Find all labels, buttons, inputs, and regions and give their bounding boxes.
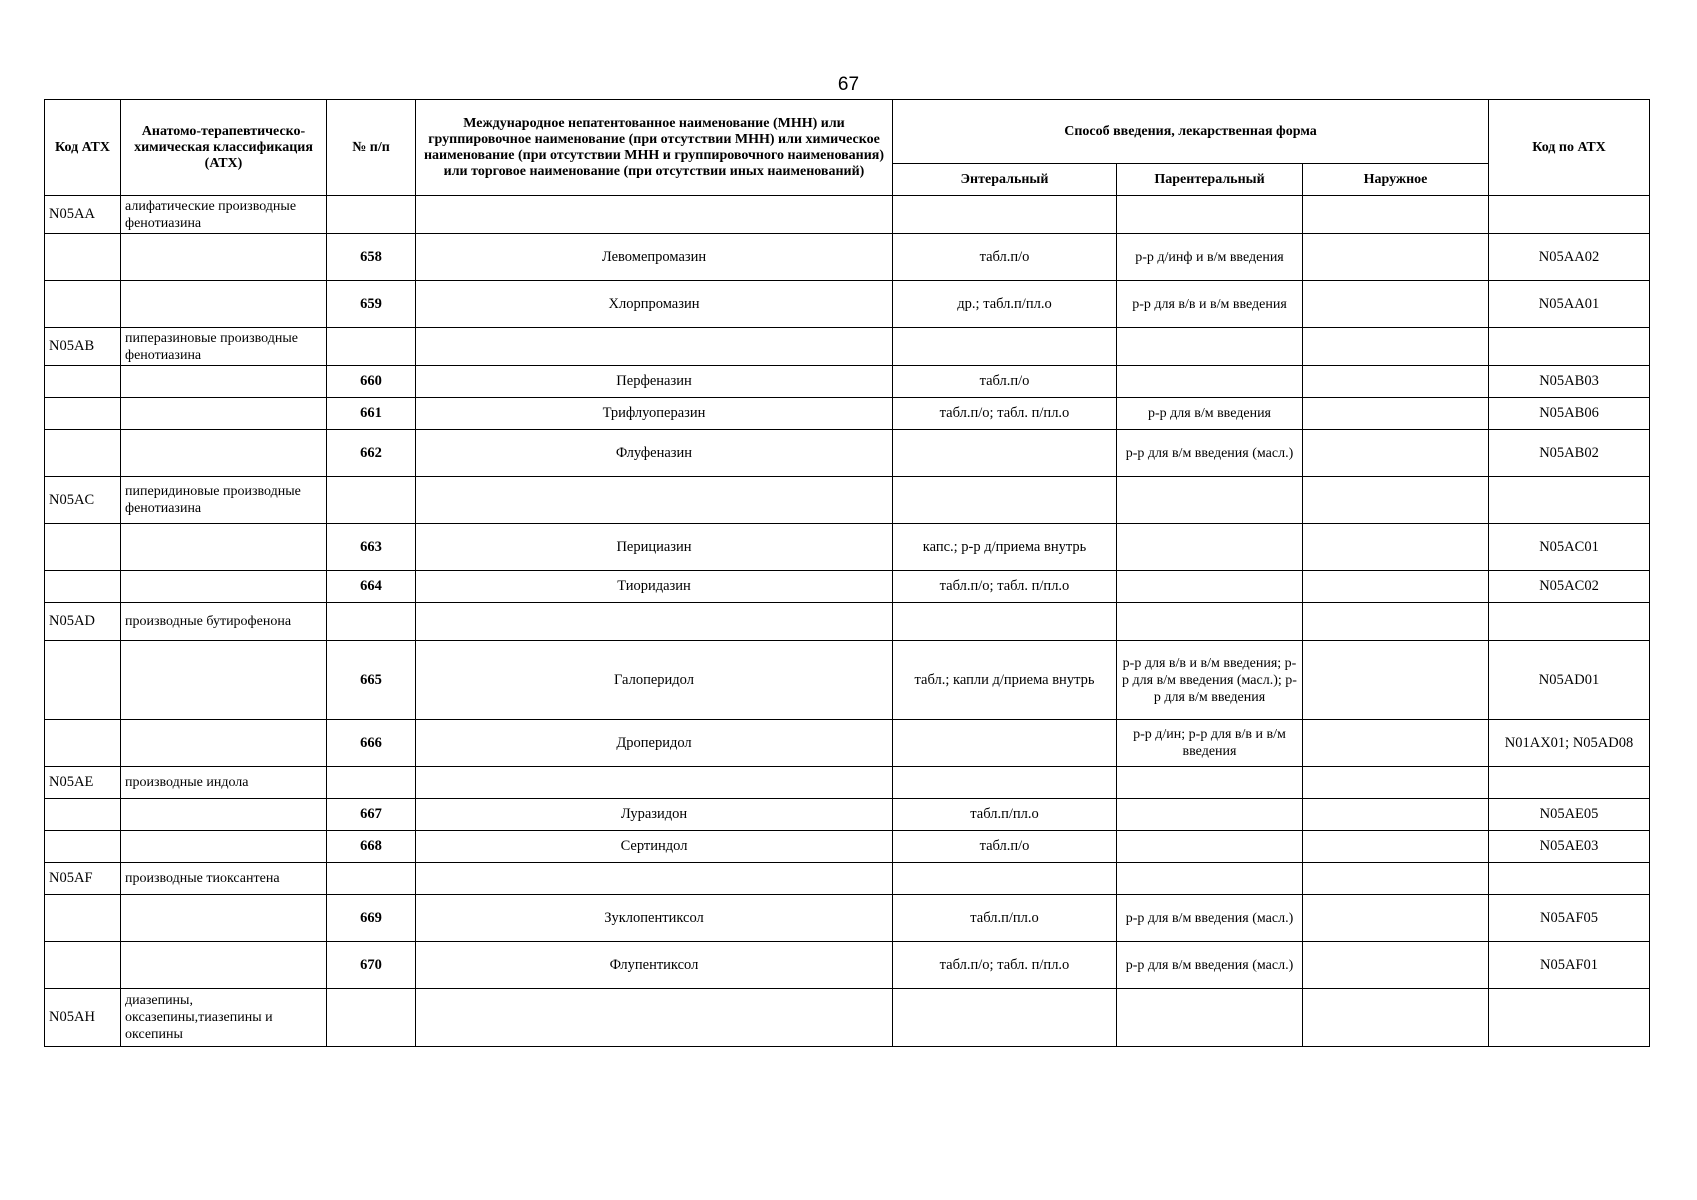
drug-name-cell: Сертиндол bbox=[416, 831, 893, 863]
parenteral-cell: р-р для в/м введения bbox=[1117, 398, 1303, 430]
empty-cell bbox=[121, 366, 327, 398]
empty-cell bbox=[45, 398, 121, 430]
enteral-cell: табл.п/пл.о bbox=[893, 799, 1117, 831]
group-label-cell: алифатические производные фенотиазина bbox=[121, 196, 327, 234]
row-number-cell: 670 bbox=[327, 942, 416, 989]
drug-name-cell: Хлорпромазин bbox=[416, 281, 893, 328]
enteral-cell: табл.п/о; табл. п/пл.о bbox=[893, 398, 1117, 430]
empty-cell bbox=[893, 767, 1117, 799]
row-number-cell: 663 bbox=[327, 524, 416, 571]
parenteral-cell bbox=[1117, 524, 1303, 571]
group-row bbox=[45, 603, 1650, 641]
empty-cell bbox=[45, 281, 121, 328]
group-code-cell: N05AC bbox=[45, 477, 121, 524]
row-number-cell: 667 bbox=[327, 799, 416, 831]
atc-ref-cell: N05AF01 bbox=[1489, 942, 1650, 989]
enteral-cell: табл.п/о; табл. п/пл.о bbox=[893, 942, 1117, 989]
group-code-cell: N05AE bbox=[45, 767, 121, 799]
table-row bbox=[45, 281, 1650, 328]
empty-cell bbox=[893, 196, 1117, 234]
group-row bbox=[45, 767, 1650, 799]
group-label-cell: пиперазиновые производные фенотиазина bbox=[121, 328, 327, 366]
empty-cell bbox=[45, 799, 121, 831]
table-row bbox=[45, 524, 1650, 571]
empty-cell bbox=[121, 799, 327, 831]
empty-cell bbox=[121, 641, 327, 720]
atc-ref-cell: N05AE03 bbox=[1489, 831, 1650, 863]
empty-cell bbox=[45, 641, 121, 720]
row-number-cell: 665 bbox=[327, 641, 416, 720]
enteral-cell: табл.п/пл.о bbox=[893, 895, 1117, 942]
empty-cell bbox=[1489, 767, 1650, 799]
empty-cell bbox=[327, 767, 416, 799]
header-route: Способ введения, лекарственная форма bbox=[893, 100, 1489, 164]
group-row bbox=[45, 863, 1650, 895]
parenteral-cell: р-р для в/м введения (масл.) bbox=[1117, 895, 1303, 942]
empty-cell bbox=[416, 603, 893, 641]
table-row bbox=[45, 366, 1650, 398]
empty-cell bbox=[1303, 477, 1489, 524]
empty-cell bbox=[45, 571, 121, 603]
empty-cell bbox=[416, 196, 893, 234]
empty-cell bbox=[416, 989, 893, 1047]
atc-ref-cell: N05AD01 bbox=[1489, 641, 1650, 720]
parenteral-cell: р-р д/ин; р-р для в/в и в/м введения bbox=[1117, 720, 1303, 767]
enteral-cell: др.; табл.п/пл.о bbox=[893, 281, 1117, 328]
group-label-cell: пиперидиновые производные фенотиазина bbox=[121, 477, 327, 524]
drug-name-cell: Флуфеназин bbox=[416, 430, 893, 477]
empty-cell bbox=[45, 720, 121, 767]
header-name: Международное непатентованное наименование (МНН) или группировочное наименование (при отсутствии МНН) или химическое наименование (при отсутствии МНН и группировочного наименования) или торговое наименование (при отсутствии иных наименований) bbox=[416, 100, 893, 196]
empty-cell bbox=[416, 863, 893, 895]
table-row bbox=[45, 641, 1650, 720]
empty-cell bbox=[1117, 767, 1303, 799]
drug-name-cell: Галоперидол bbox=[416, 641, 893, 720]
external-cell bbox=[1303, 641, 1489, 720]
enteral-cell: табл.п/о bbox=[893, 234, 1117, 281]
empty-cell bbox=[416, 328, 893, 366]
page-number: 67 bbox=[837, 74, 860, 95]
empty-cell bbox=[45, 831, 121, 863]
empty-cell bbox=[1303, 196, 1489, 234]
external-cell bbox=[1303, 234, 1489, 281]
atc-ref-cell: N05AB06 bbox=[1489, 398, 1650, 430]
empty-cell bbox=[893, 603, 1117, 641]
table-row bbox=[45, 234, 1650, 281]
row-number-cell: 668 bbox=[327, 831, 416, 863]
empty-cell bbox=[327, 989, 416, 1047]
header-external: Наружное bbox=[1303, 164, 1489, 196]
empty-cell bbox=[1117, 328, 1303, 366]
table-row bbox=[45, 831, 1650, 863]
empty-cell bbox=[121, 398, 327, 430]
empty-cell bbox=[121, 571, 327, 603]
atc-ref-cell: N05AB02 bbox=[1489, 430, 1650, 477]
group-row bbox=[45, 477, 1650, 524]
enteral-cell: табл.п/о; табл. п/пл.о bbox=[893, 571, 1117, 603]
enteral-cell bbox=[893, 720, 1117, 767]
atc-ref-cell: N05AB03 bbox=[1489, 366, 1650, 398]
enteral-cell: табл.; капли д/приема внутрь bbox=[893, 641, 1117, 720]
drug-name-cell: Луразидон bbox=[416, 799, 893, 831]
parenteral-cell: р-р для в/в и в/м введения bbox=[1117, 281, 1303, 328]
empty-cell bbox=[45, 524, 121, 571]
table-row bbox=[45, 398, 1650, 430]
empty-cell bbox=[327, 603, 416, 641]
empty-cell bbox=[327, 328, 416, 366]
external-cell bbox=[1303, 942, 1489, 989]
drug-name-cell: Зуклопентиксол bbox=[416, 895, 893, 942]
empty-cell bbox=[1117, 477, 1303, 524]
atc-ref-cell: N05AA01 bbox=[1489, 281, 1650, 328]
empty-cell bbox=[45, 895, 121, 942]
row-number-cell: 661 bbox=[327, 398, 416, 430]
empty-cell bbox=[893, 989, 1117, 1047]
group-label-cell: производные бутирофенона bbox=[121, 603, 327, 641]
drug-name-cell: Флупентиксол bbox=[416, 942, 893, 989]
header-atc-ref: Код по АТХ bbox=[1489, 100, 1650, 196]
group-label-cell: диазепины, оксазепины,тиазепины и оксепины bbox=[121, 989, 327, 1047]
drug-name-cell: Трифлуоперазин bbox=[416, 398, 893, 430]
empty-cell bbox=[121, 720, 327, 767]
table-row bbox=[45, 571, 1650, 603]
external-cell bbox=[1303, 831, 1489, 863]
empty-cell bbox=[327, 196, 416, 234]
header-parenteral: Парентеральный bbox=[1117, 164, 1303, 196]
group-code-cell: N05AB bbox=[45, 328, 121, 366]
drug-name-cell: Тиоридазин bbox=[416, 571, 893, 603]
group-label-cell: производные тиоксантена bbox=[121, 863, 327, 895]
external-cell bbox=[1303, 281, 1489, 328]
atc-ref-cell: N05AE05 bbox=[1489, 799, 1650, 831]
empty-cell bbox=[327, 477, 416, 524]
parenteral-cell bbox=[1117, 831, 1303, 863]
empty-cell bbox=[121, 524, 327, 571]
row-number-cell: 658 bbox=[327, 234, 416, 281]
atc-ref-cell: N05AC01 bbox=[1489, 524, 1650, 571]
parenteral-cell bbox=[1117, 366, 1303, 398]
group-code-cell: N05AD bbox=[45, 603, 121, 641]
empty-cell bbox=[1117, 603, 1303, 641]
external-cell bbox=[1303, 430, 1489, 477]
empty-cell bbox=[893, 863, 1117, 895]
header-atc-code: Код АТХ bbox=[45, 100, 121, 196]
row-number-cell: 669 bbox=[327, 895, 416, 942]
external-cell bbox=[1303, 799, 1489, 831]
table-row bbox=[45, 799, 1650, 831]
atc-ref-cell: N01AX01; N05AD08 bbox=[1489, 720, 1650, 767]
drug-name-cell: Дроперидол bbox=[416, 720, 893, 767]
parenteral-cell bbox=[1117, 799, 1303, 831]
empty-cell bbox=[1303, 767, 1489, 799]
empty-cell bbox=[1117, 196, 1303, 234]
empty-cell bbox=[1489, 477, 1650, 524]
group-code-cell: N05AH bbox=[45, 989, 121, 1047]
group-row bbox=[45, 196, 1650, 234]
table-row bbox=[45, 942, 1650, 989]
enteral-cell: табл.п/о bbox=[893, 366, 1117, 398]
empty-cell bbox=[121, 234, 327, 281]
group-row bbox=[45, 989, 1650, 1047]
drug-name-cell: Левомепромазин bbox=[416, 234, 893, 281]
empty-cell bbox=[121, 831, 327, 863]
empty-cell bbox=[416, 767, 893, 799]
row-number-cell: 664 bbox=[327, 571, 416, 603]
empty-cell bbox=[893, 328, 1117, 366]
empty-cell bbox=[45, 366, 121, 398]
empty-cell bbox=[1489, 196, 1650, 234]
empty-cell bbox=[121, 281, 327, 328]
external-cell bbox=[1303, 720, 1489, 767]
table-row bbox=[45, 430, 1650, 477]
empty-cell bbox=[1303, 863, 1489, 895]
drug-name-cell: Перициазин bbox=[416, 524, 893, 571]
external-cell bbox=[1303, 524, 1489, 571]
external-cell bbox=[1303, 571, 1489, 603]
enteral-cell: капс.; р-р д/приема внутрь bbox=[893, 524, 1117, 571]
enteral-cell: табл.п/о bbox=[893, 831, 1117, 863]
empty-cell bbox=[45, 430, 121, 477]
empty-cell bbox=[1489, 328, 1650, 366]
parenteral-cell bbox=[1117, 571, 1303, 603]
external-cell bbox=[1303, 398, 1489, 430]
empty-cell bbox=[1489, 989, 1650, 1047]
atc-ref-cell: N05AA02 bbox=[1489, 234, 1650, 281]
table-body bbox=[45, 196, 1650, 1047]
header-enteral: Энтеральный bbox=[893, 164, 1117, 196]
enteral-cell bbox=[893, 430, 1117, 477]
group-code-cell: N05AF bbox=[45, 863, 121, 895]
header-number: № п/п bbox=[327, 100, 416, 196]
group-label-cell: производные индола bbox=[121, 767, 327, 799]
empty-cell bbox=[45, 942, 121, 989]
header-atc-class: Анатомо-терапевтическо-химическая классификация (АТХ) bbox=[121, 100, 327, 196]
group-code-cell: N05AA bbox=[45, 196, 121, 234]
empty-cell bbox=[1489, 603, 1650, 641]
empty-cell bbox=[1117, 989, 1303, 1047]
empty-cell bbox=[1489, 863, 1650, 895]
row-number-cell: 666 bbox=[327, 720, 416, 767]
empty-cell bbox=[1303, 603, 1489, 641]
group-row bbox=[45, 328, 1650, 366]
empty-cell bbox=[1303, 328, 1489, 366]
drug-table bbox=[44, 99, 1650, 1047]
empty-cell bbox=[121, 430, 327, 477]
external-cell bbox=[1303, 366, 1489, 398]
row-number-cell: 662 bbox=[327, 430, 416, 477]
row-number-cell: 660 bbox=[327, 366, 416, 398]
parenteral-cell: р-р для в/м введения (масл.) bbox=[1117, 942, 1303, 989]
empty-cell bbox=[1117, 863, 1303, 895]
empty-cell bbox=[327, 863, 416, 895]
drug-name-cell: Перфеназин bbox=[416, 366, 893, 398]
table-row bbox=[45, 720, 1650, 767]
empty-cell bbox=[45, 234, 121, 281]
table-row bbox=[45, 895, 1650, 942]
parenteral-cell: р-р для в/в и в/м введения; р-р для в/м введения (масл.); р-р для в/м введения bbox=[1117, 641, 1303, 720]
empty-cell bbox=[893, 477, 1117, 524]
atc-ref-cell: N05AC02 bbox=[1489, 571, 1650, 603]
external-cell bbox=[1303, 895, 1489, 942]
atc-ref-cell: N05AF05 bbox=[1489, 895, 1650, 942]
empty-cell bbox=[121, 895, 327, 942]
empty-cell bbox=[1303, 989, 1489, 1047]
empty-cell bbox=[416, 477, 893, 524]
parenteral-cell: р-р для в/м введения (масл.) bbox=[1117, 430, 1303, 477]
empty-cell bbox=[121, 942, 327, 989]
row-number-cell: 659 bbox=[327, 281, 416, 328]
parenteral-cell: р-р д/инф и в/м введения bbox=[1117, 234, 1303, 281]
